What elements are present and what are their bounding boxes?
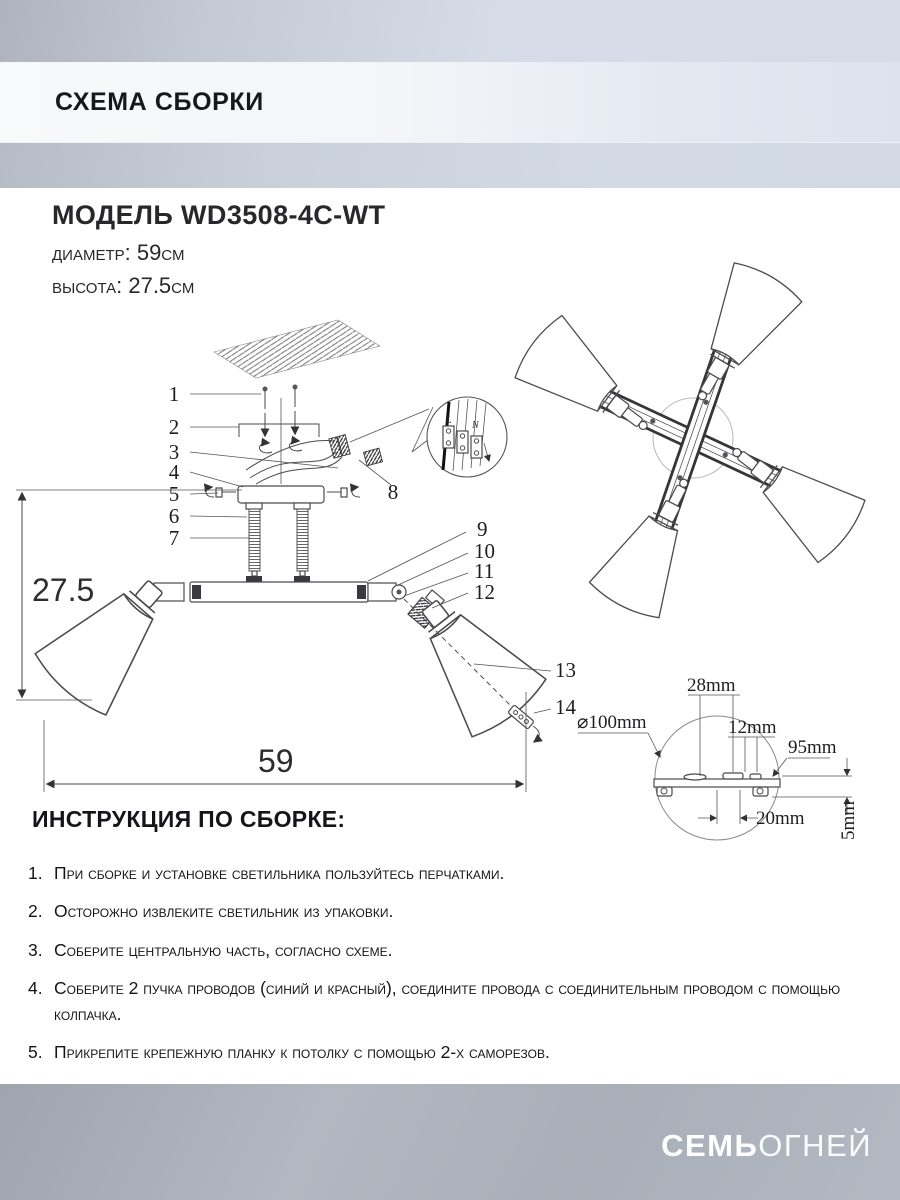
header-top-strip bbox=[0, 0, 900, 62]
model-name: МОДЕЛЬ WD3508-4C-WT bbox=[52, 200, 386, 230]
instruction-item: 4. Соберите 2 пучка проводов (синий и красный), соедините провода с соединительным проводом с помощью колпачка. bbox=[28, 978, 841, 1024]
part-number: 2 bbox=[168, 415, 180, 439]
instruction-item: 5. Прикрепите крепежную планку к потолку с помощью 2-х саморезов. bbox=[28, 1041, 550, 1062]
lamp-shade-icon bbox=[510, 312, 670, 459]
model-height: высота: 27.5см bbox=[52, 273, 195, 298]
part-number: 13 bbox=[555, 658, 576, 682]
instructions-heading: ИНСТРУКЦИЯ ПО СБОРКЕ: bbox=[32, 806, 346, 832]
part-number: 4 bbox=[168, 460, 180, 484]
neutral-wire-label: N bbox=[472, 420, 479, 431]
part-number: 11 bbox=[474, 559, 495, 583]
part-number: 10 bbox=[474, 539, 495, 563]
lamp-shade-icon bbox=[587, 462, 721, 623]
part-number: 12 bbox=[474, 580, 495, 604]
header-bottom-strip bbox=[0, 142, 900, 188]
dim-12: 12mm bbox=[728, 717, 777, 738]
assembled-top-view bbox=[510, 257, 870, 623]
instruction-item: 1. При сборке и установке светильника пользуйтесь перчатками. bbox=[28, 863, 505, 883]
part-number: 6 bbox=[168, 504, 180, 528]
instruction-item: 2. Осторожно извлеките светильник из упаковки. bbox=[28, 901, 394, 922]
part-number: 1 bbox=[168, 382, 180, 406]
live-wire-label: L bbox=[446, 415, 452, 426]
part-number: 3 bbox=[168, 440, 180, 464]
header-band bbox=[0, 62, 900, 142]
dim-100: ⌀100mm bbox=[577, 712, 647, 733]
assembly-instructions bbox=[28, 806, 884, 1117]
page-title: СХЕМА СБОРКИ bbox=[55, 87, 264, 116]
part-number: 14 bbox=[555, 695, 576, 719]
assembly-diagram bbox=[0, 230, 900, 860]
dim-95: 95mm bbox=[788, 737, 837, 758]
wiring-callout bbox=[412, 397, 507, 477]
instruction-item: 3. Соберите центральную часть, согласно схеме. bbox=[28, 939, 393, 960]
dim-20: 20mm bbox=[756, 808, 805, 829]
model-diameter: диаметр: 59см bbox=[52, 240, 185, 265]
width-dimension: 59 bbox=[258, 743, 294, 779]
part-number: 9 bbox=[477, 517, 488, 541]
part-number: 5 bbox=[168, 482, 180, 506]
ceiling-hatch bbox=[214, 320, 380, 378]
footer-band bbox=[0, 1084, 900, 1200]
part-number: 7 bbox=[168, 526, 180, 550]
dim-28: 28mm bbox=[687, 675, 736, 696]
brand-logo: СЕМЬОГНЕЙ bbox=[661, 1128, 872, 1163]
height-dimension: 27.5 bbox=[32, 572, 95, 608]
part-number: 8 bbox=[387, 480, 399, 504]
lamp-shade-icon bbox=[710, 419, 870, 566]
instructions-list bbox=[28, 861, 884, 1104]
dim-5: 5mm bbox=[838, 800, 859, 840]
lamp-shade-icon bbox=[667, 257, 805, 419]
